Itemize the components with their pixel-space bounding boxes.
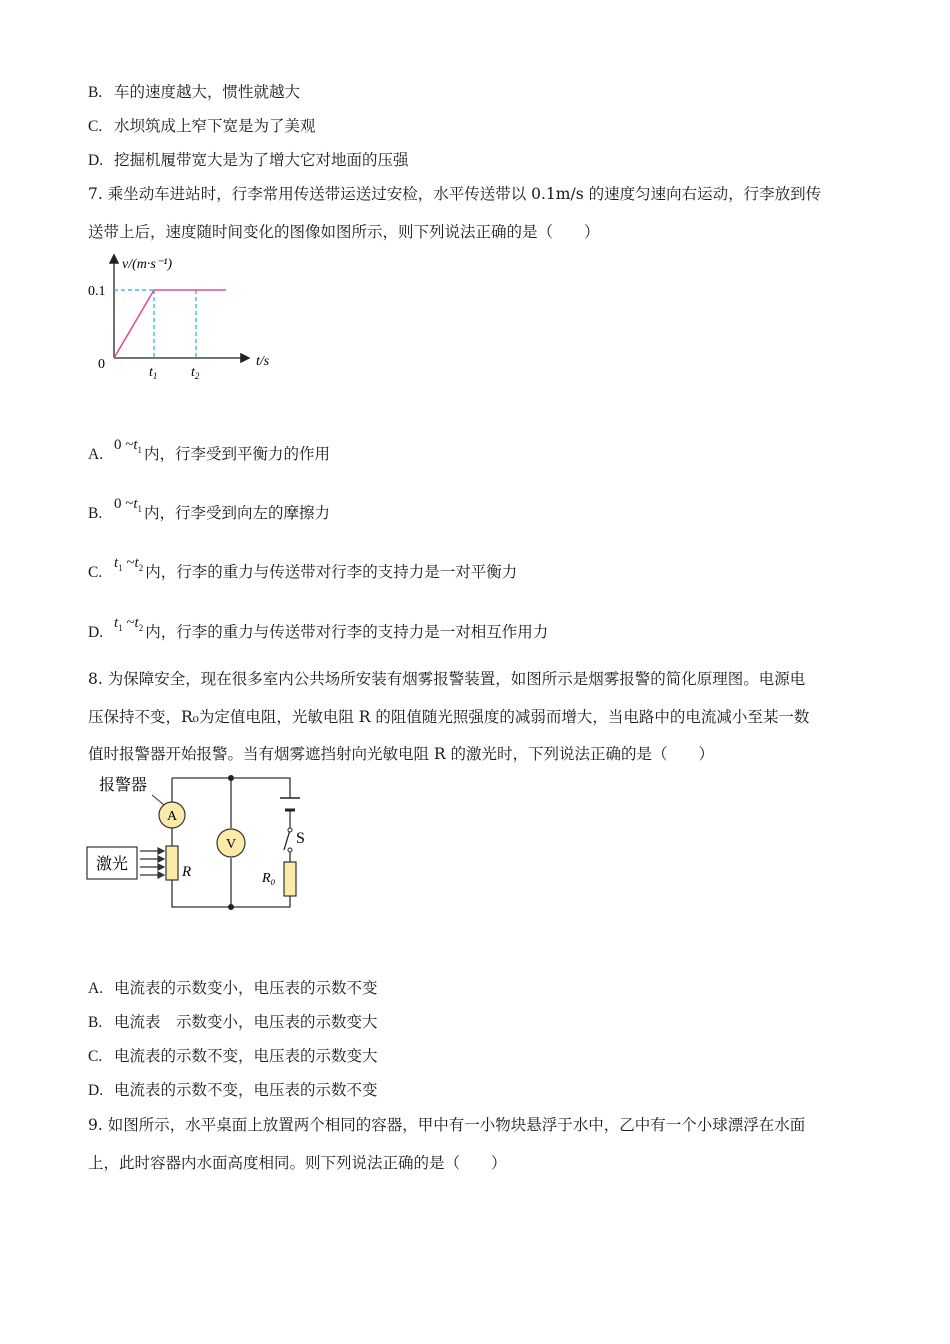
alarm-pointer [152, 795, 164, 805]
resistor-r0 [284, 862, 296, 896]
option-letter: D. [88, 624, 104, 641]
time-interval: $t_1$ $\sim t_2$ [114, 555, 144, 573]
q7-option-b [88, 496, 331, 531]
switch-contact-bottom [288, 848, 292, 852]
option-text: 电流表的示数变小，电压表的示数不变 [114, 979, 378, 997]
option-letter: A. [88, 980, 104, 997]
q9-stem-line2: 上，此时容器内水面高度相同。则下列说法正确的是（ ） [88, 1154, 507, 1172]
q7-option-d [88, 615, 549, 650]
resistor-r0-label: R₀ [262, 871, 276, 886]
q9-stem-line1: 9. 如图所示，水平桌面上放置两个相同的容器，甲中有一小物块悬浮于水中，乙中有一个小球漂浮在水面 [88, 1116, 806, 1134]
y-tick-label: 0.1 [88, 284, 106, 299]
option-letter: B. [88, 84, 103, 101]
q7-option-a [88, 437, 331, 472]
option-letter: B. [88, 505, 103, 522]
junction-top [228, 775, 234, 781]
option-text: 内，行李的重力与传送带对行李的支持力是一对平衡力 [145, 563, 518, 581]
option-letter: B. [88, 1014, 103, 1031]
q7-stem-line2: 送带上后，速度随时间变化的图像如图所示，则下列说法正确的是（ ） [88, 223, 600, 241]
option-letter: C. [88, 118, 103, 135]
x-axis-label: t/s [256, 354, 270, 369]
time-interval: 0 $\sim t_1$ [114, 496, 143, 514]
alarm-label: 报警器 [99, 777, 148, 794]
laser-beams [140, 848, 164, 878]
option-text: 内，行李受到平衡力的作用 [144, 445, 331, 463]
series-line-v [114, 290, 226, 358]
q7-option-c [88, 555, 518, 590]
q8-circuit-diagram [84, 770, 314, 915]
option-text: 电流表 示数变小，电压表的示数变大 [114, 1013, 378, 1031]
option-text: 车的速度越大，惯性就越大 [114, 83, 301, 101]
junction-bottom [228, 904, 234, 910]
ammeter-label: A [166, 809, 178, 824]
x-tick-t2: $t_2$ [191, 365, 200, 381]
q8-stem-line3: 值时报警器开始报警。当有烟雾遮挡射向光敏电阻 R 的激光时，下列说法正确的是（ ） [88, 745, 715, 763]
option-text: 内，行李的重力与传送带对行李的支持力是一对相互作用力 [145, 623, 549, 641]
q6-option-c [88, 114, 316, 139]
option-letter: D. [88, 1082, 104, 1099]
q8-option-a [88, 976, 378, 1001]
q8-stem-line2: 压保持不变，R₀为定值电阻，光敏电阻 R 的阻值随光照强度的减弱而增大，当电路中的电流减小至某一数 [88, 708, 810, 726]
switch-blade [284, 830, 290, 850]
photoresistor-r-label: R [182, 864, 192, 880]
time-interval: $t_1$ $\sim t_2$ [114, 615, 144, 633]
origin-label: 0 [98, 357, 105, 372]
y-axis-label: v/(m·s⁻¹) [122, 257, 173, 272]
option-letter: D. [88, 152, 104, 169]
option-text: 电流表的示数不变，电压表的示数不变 [114, 1081, 378, 1099]
option-letter: C. [88, 1048, 103, 1065]
q8-stem-line1: 8. 为保障安全，现在很多室内公共场所安装有烟雾报警装置，如图所示是烟雾报警的简化原理图。电源电 [88, 670, 806, 688]
option-text: 内，行李受到向左的摩擦力 [144, 504, 331, 522]
option-letter: A. [88, 446, 104, 463]
q8-option-b [88, 1010, 378, 1035]
q7-velocity-time-graph [88, 250, 288, 385]
x-tick-t1: $t_1$ [149, 365, 158, 381]
switch-contact-top [288, 828, 292, 832]
laser-label: 激光 [95, 856, 129, 873]
q8-option-d [88, 1078, 378, 1103]
q8-option-c [88, 1044, 378, 1069]
q7-stem-line1: 7. 乘坐动车进站时，行李常用传送带运送过安检，水平传送带以 0.1m/s 的速度匀速向右运动，行李放到传 [88, 185, 822, 203]
switch-label: S [296, 830, 305, 847]
option-text: 挖掘机履带宽大是为了增大它对地面的压强 [114, 151, 409, 169]
q6-option-d [88, 148, 409, 173]
voltmeter-label: V [225, 837, 237, 852]
q6-option-b [88, 80, 300, 105]
option-text: 水坝筑成上窄下宽是为了美观 [114, 117, 316, 135]
time-interval: 0 $\sim t_1$ [114, 437, 143, 455]
option-letter: C. [88, 564, 103, 581]
photoresistor-r [166, 846, 178, 880]
option-text: 电流表的示数不变，电压表的示数变大 [114, 1047, 378, 1065]
